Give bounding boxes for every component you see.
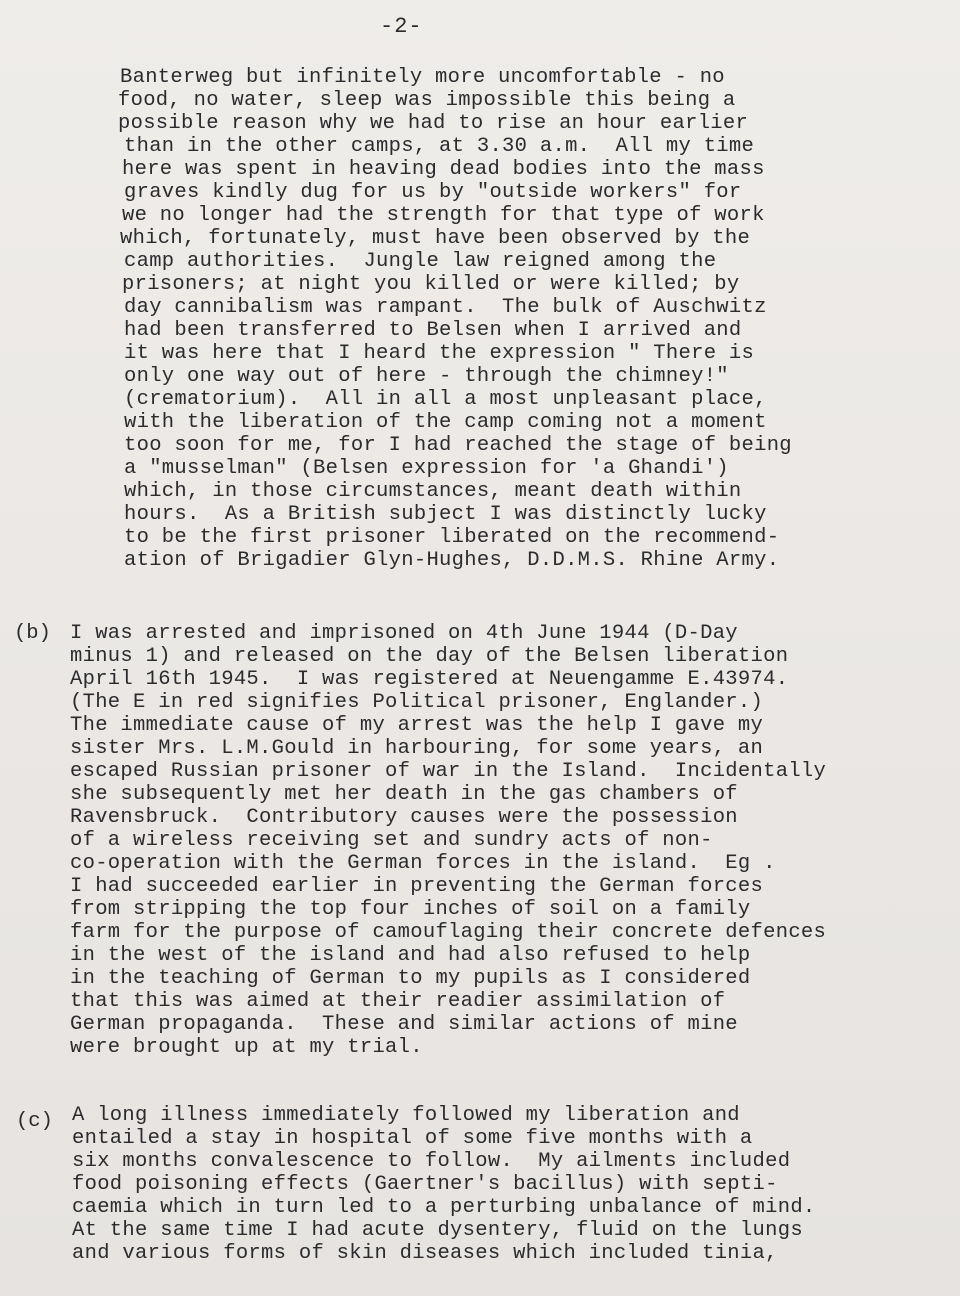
text-line: in the west of the island and had also refused to help — [70, 944, 751, 967]
text-line: and various forms of skin diseases which included tinia, — [72, 1242, 778, 1265]
text-line: with the liberation of the camp coming not a moment — [124, 411, 767, 434]
paragraph-b — [70, 622, 826, 1059]
text-line: A long illness immediately followed my liberation and — [72, 1104, 740, 1127]
text-line: hours. As a British subject I was distinctly lucky — [124, 503, 767, 526]
text-line: graves kindly dug for us by "outside workers" for — [124, 181, 742, 204]
text-line: we no longer had the strength for that type of work — [122, 204, 765, 227]
text-line: it was here that I heard the expression " There is — [124, 342, 755, 365]
text-line: I was arrested and imprisoned on 4th June 1944 (D-Day — [70, 622, 738, 645]
paragraph-c — [72, 1104, 816, 1265]
text-line: April 16th 1945. I was registered at Neuengamme E.43974. — [70, 668, 789, 691]
text-line: caemia which in turn led to a perturbing unbalance of mind. — [72, 1196, 816, 1219]
page-number: -2- — [380, 14, 423, 39]
text-line: had been transferred to Belsen when I arrived and — [124, 319, 742, 342]
text-line: which, fortunately, must have been observed by the — [120, 227, 751, 250]
text-line: that this was aimed at their readier assimilation of — [70, 990, 726, 1013]
text-line: Ravensbruck. Contributory causes were the possession — [70, 806, 738, 829]
text-line: of a wireless receiving set and sundry acts of non- — [70, 829, 713, 852]
text-line: Banterweg but infinitely more uncomfortable - no — [120, 66, 725, 89]
text-line: day cannibalism was rampant. The bulk of Auschwitz — [124, 296, 767, 319]
paragraph-a — [118, 66, 792, 572]
text-line: camp authorities. Jungle law reigned among the — [124, 250, 717, 273]
text-line: prisoners; at night you killed or were killed; by — [122, 273, 740, 296]
text-line: At the same time I had acute dysentery, fluid on the lungs — [72, 1219, 803, 1242]
text-line: six months convalescence to follow. My ailments included — [72, 1150, 791, 1173]
text-line: from stripping the top four inches of soil on a family — [70, 898, 751, 921]
text-line: food, no water, sleep was impossible this being a — [118, 89, 736, 112]
text-line: too soon for me, for I had reached the stage of being — [124, 434, 792, 457]
text-line: which, in those circumstances, meant death within — [124, 480, 742, 503]
text-line: (crematorium). All in all a most unpleasant place, — [124, 388, 767, 411]
text-line: (The E in red signifies Political prisoner, Englander.) — [70, 691, 764, 714]
text-line: were brought up at my trial. — [70, 1036, 423, 1059]
text-line: entailed a stay in hospital of some five months with a — [72, 1127, 753, 1150]
text-line: German propaganda. These and similar actions of mine — [70, 1013, 738, 1036]
paragraph-c-label: (c) — [16, 1110, 53, 1133]
text-line: sister Mrs. L.M.Gould in harbouring, for some years, an — [70, 737, 764, 760]
text-line: I had succeeded earlier in preventing the German forces — [70, 875, 764, 898]
paragraph-b-label: (b) — [14, 622, 51, 645]
text-line: than in the other camps, at 3.30 a.m. All my time — [124, 135, 755, 158]
text-line: possible reason why we had to rise an hour earlier — [118, 112, 749, 135]
text-line: to be the first prisoner liberated on the recommend- — [124, 526, 780, 549]
text-line: only one way out of here - through the chimney!" — [124, 365, 729, 388]
text-line: The immediate cause of my arrest was the help I gave my — [70, 714, 764, 737]
text-line: she subsequently met her death in the gas chambers of — [70, 783, 738, 806]
text-line: co-operation with the German forces in the island. Eg . — [70, 852, 776, 875]
text-line: food poisoning effects (Gaertner's bacillus) with septi- — [72, 1173, 778, 1196]
text-line: here was spent in heaving dead bodies into the mass — [122, 158, 765, 181]
text-line: minus 1) and released on the day of the Belsen liberation — [70, 645, 789, 668]
text-line: a "musselman" (Belsen expression for 'a Ghandi') — [124, 457, 729, 480]
text-line: in the teaching of German to my pupils as I considered — [70, 967, 751, 990]
text-line: ation of Brigadier Glyn-Hughes, D.D.M.S. Rhine Army. — [124, 549, 780, 572]
text-line: escaped Russian prisoner of war in the Island. Incidentally — [70, 760, 827, 783]
text-line: farm for the purpose of camouflaging their concrete defences — [70, 921, 827, 944]
